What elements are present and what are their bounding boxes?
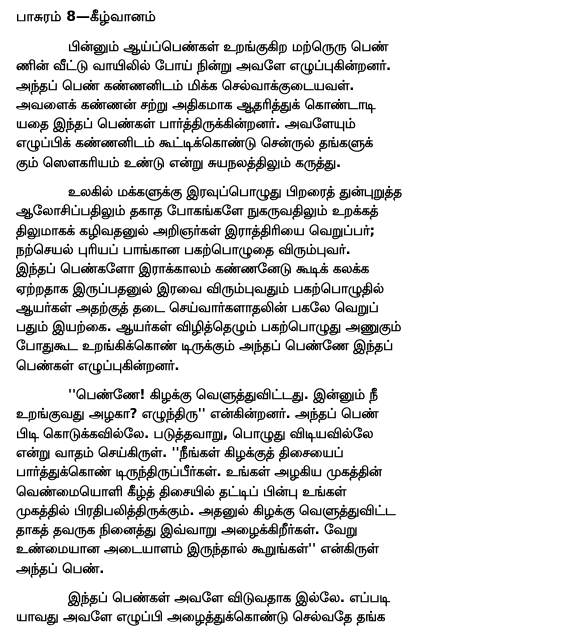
paragraph-line: என்று வாதம் செய்கிருள். ''நீங்கள் கிழக்குத் திசையைப் [16, 445, 344, 461]
paragraph-1 [16, 38, 550, 173]
paragraph-line: கும் ஸௌகரியம் உண்டு என்று சுயநலத்திலும் கருத்து. [16, 155, 341, 171]
paragraph-line: உண்மையான அடையாளம் இருந்தால் கூறுங்கள்'' என்கிருள் [16, 542, 379, 558]
paragraph-line: உறங்குவது அழகா? எழுந்திரு'' என்கின்றனர். அந்தப் பெண் [16, 407, 379, 423]
paragraph-line: ணின் வீட்டு வாயிலில் போய் நின்று அவளே எழுப்புகின்றனர். [16, 59, 391, 75]
paragraph-line: அவளைக் கண்ணன் சற்று அதிகமாக ஆதரித்துக் கொண்டாடி [16, 97, 376, 113]
paragraph-line: ஆலோசிப்பதிலும் தகாத போகங்களே நுகருவதிலும் உறக்கத் [16, 204, 379, 220]
paragraph-3 [16, 386, 550, 579]
paragraph-line: அந்தப் பெண். [16, 561, 105, 577]
paragraph-line: இந்தப் பெண்கள் அவளே விடுவதாக இல்லே. எப்படி [68, 591, 390, 607]
paragraph-line: ஏற்றதாக இருப்பதனுல் இரவை விரும்புவதும் பகற்பொழுதில் [16, 281, 384, 297]
paragraph-line: பிடி கொடுக்கவில்லே. படுத்தவாறு, பொழுது விடியவில்லே [16, 426, 374, 442]
paragraph-line: யாவது அவளே எழுப்பி அழைத்துக்கொண்டு செல்வதே தங்க [16, 610, 386, 626]
paragraph-line: அந்தப் பெண் கண்ணனிடம் மிக்க செல்வாக்குடையவள். [16, 78, 355, 94]
paragraph-line: வெண்மையொளி கீழ்த் திசையில் தட்டிப் பின்பு உங்கள் [16, 484, 347, 500]
paragraph-line: ''பெண்ணே! கிழக்கு வெளுத்துவிட்டது. இன்னும் நீ [68, 388, 378, 404]
paragraph-line: பெண்கள் எழுப்புகின்றனர். [16, 358, 180, 374]
paragraph-line: ஆயர்கள் அதற்குத் தடை செய்வார்களாதலின் பகலே வெறுப் [16, 300, 379, 316]
paragraph-line: பின்னும் ஆய்ப்பெண்கள் உறங்குகிற மற்ருெரு பெண் [68, 40, 389, 55]
paragraph-line: இந்தப் பெண்களோ இராக்காலம் கண்ணனேடு கூடிக் கலக்க [16, 262, 370, 278]
paragraph-2 [16, 183, 550, 376]
section-heading: பாசுரம் 8—கீழ்வானம் [16, 9, 156, 25]
paragraph-line: எழுப்பிக் கண்ணனிடம் கூட்டிக்கொண்டு சென்ருல் தங்களுக் [16, 136, 374, 152]
paragraph-line: உலகில் மக்களுக்கு இரவுப்பொழுது பிறரைத் துன்புறுத்த [68, 185, 402, 201]
paragraph-line: நற்செயல் புரியப் பாங்கான பகற்பொழுதை விரும்புவர். [16, 242, 351, 258]
paragraph-line: திலுமாகக் கழிவதனுல் அறிஞர்கள் இராத்திரியை வெறுப்பர்; [16, 223, 375, 239]
paragraph-line: யதை இந்தப் பெண்கள் பார்த்திருக்கின்றனர். அவளேயும் [16, 117, 356, 133]
paragraph-line: பார்த்துக்கொண் டிருந்திருப்பீர்கள். உங்கள் அழகிய முகத்தின் [16, 465, 382, 481]
paragraph-4 [16, 589, 550, 628]
paragraph-line: தாகத் தவருக நினைத்து இவ்வாறு அழைக்கிறீர்கள். வேறு [16, 523, 358, 539]
paragraph-line: போதுகூட உறங்கிக்கொண் டிருக்கும் அந்தப் பெண்ணே இந்தப் [16, 339, 393, 355]
paragraph-line: பதும் இயற்கை. ஆயர்கள் விழித்தெழும் பகற்பொழுது அணுகும் [16, 320, 402, 336]
paragraph-line: முகத்தில் பிரதிபலித்திருக்கும். அதனுல் கிழக்கு வெளுத்துவிட்ட [16, 503, 396, 519]
